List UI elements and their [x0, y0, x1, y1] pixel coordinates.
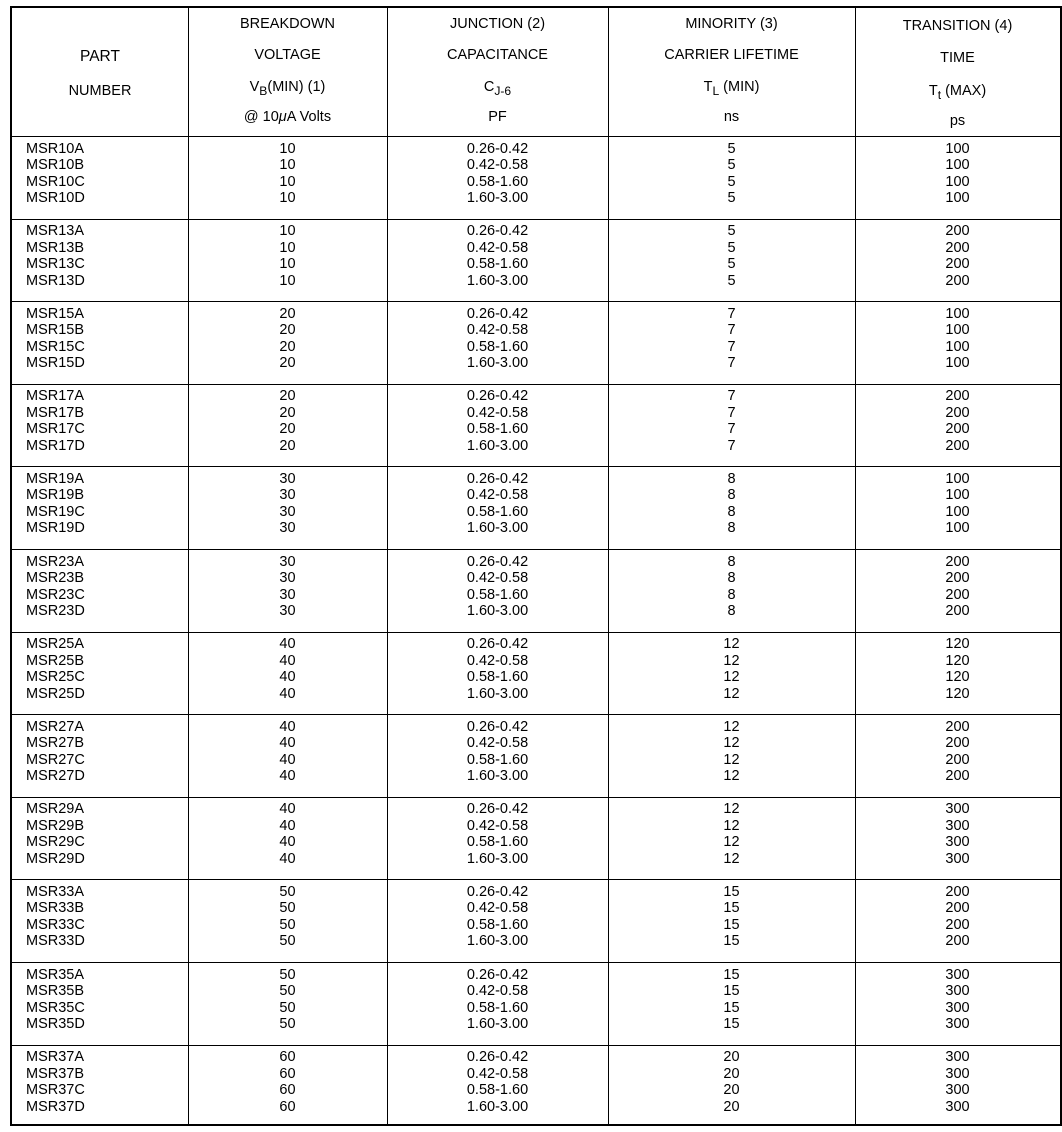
transition-time-cell: 200 [945, 586, 970, 603]
transition-time-cell: 200 [945, 603, 970, 619]
transition-time-cell: 300 [945, 1098, 970, 1115]
group-divider [12, 714, 1060, 715]
symbol-subscript: L [712, 83, 720, 98]
capacitance-cell: 0.58-1.60 [466, 999, 529, 1016]
carrier-lifetime-cell: 12 [723, 768, 740, 785]
carrier-lifetime-cell: 15 [723, 999, 740, 1016]
capacitance-cell: 0.42-0.58 [466, 735, 529, 752]
carrier-lifetime-cell: 7 [727, 322, 736, 339]
capacitance-cell: 0.26-0.42 [466, 388, 529, 405]
transition-time-cell: 100 [945, 355, 970, 372]
breakdown-voltage-cell: 50 [279, 916, 296, 933]
breakdown-voltage-cell: 30 [279, 603, 296, 619]
part-number-cell: MSR19B [26, 487, 85, 504]
transition-time-cell: 300 [945, 1065, 970, 1082]
breakdown-voltage-cell: 60 [279, 1082, 296, 1099]
carrier-lifetime-cell: 12 [723, 685, 740, 702]
symbol-subscript: J-6 [494, 83, 512, 98]
part-number-cell: MSR27B [26, 735, 85, 752]
breakdown-voltage-cell: 40 [279, 669, 296, 686]
part-number-cell: MSR29B [26, 817, 85, 834]
header-part-line1: PART [80, 48, 120, 65]
symbol-subscript: B [259, 83, 268, 98]
header-junction-line1: JUNCTION (2) [449, 16, 546, 32]
part-number-cell: MSR25B [26, 652, 85, 669]
part-number-cell: MSR35A [26, 966, 85, 983]
capacitance-cell: 1.60-3.00 [466, 933, 529, 950]
carrier-lifetime-cell: 8 [727, 570, 736, 586]
capacitance-cell: 0.58-1.60 [466, 173, 529, 190]
part-number-cell: MSR37D [26, 1098, 85, 1115]
capacitance-cell: 1.60-3.00 [466, 437, 529, 454]
breakdown-voltage-cell: 10 [279, 140, 296, 157]
capacitance-cell: 0.42-0.58 [466, 404, 529, 421]
breakdown-voltage-cell: 50 [279, 966, 296, 983]
carrier-lifetime-cell: 15 [723, 933, 740, 950]
carrier-lifetime-cell: 12 [723, 850, 740, 867]
part-number-cell: MSR27D [26, 768, 85, 785]
capacitance-cell: 1.60-3.00 [466, 768, 529, 785]
transition-time-cell: 300 [945, 817, 970, 834]
part-number-cell: MSR33B [26, 900, 85, 917]
breakdown-voltage-cell: 30 [279, 503, 296, 520]
transition-time-cell: 300 [945, 801, 970, 818]
carrier-lifetime-cell: 8 [727, 487, 736, 504]
carrier-lifetime-cell: 5 [727, 239, 736, 256]
carrier-lifetime-cell: 7 [727, 404, 736, 421]
header-divider [12, 136, 1060, 137]
capacitance-cell: 0.58-1.60 [466, 338, 529, 355]
transition-time-cell: 100 [945, 503, 970, 520]
part-number-cell: MSR29D [26, 850, 85, 867]
transition-time-cell: 300 [945, 1016, 970, 1032]
header-junction-symbol [387, 78, 608, 100]
breakdown-voltage-cell: 40 [279, 652, 296, 669]
transition-time-cell: 200 [945, 239, 970, 256]
part-number-cell: MSR33A [26, 883, 85, 900]
capacitance-cell: 0.26-0.42 [466, 140, 529, 157]
capacitance-cell: 0.26-0.42 [466, 636, 529, 653]
breakdown-voltage-cell: 50 [279, 883, 296, 900]
capacitance-cell: 0.26-0.42 [466, 470, 529, 487]
header-breakdown-line2: VOLTAGE [254, 47, 321, 63]
carrier-lifetime-cell: 12 [723, 817, 740, 834]
header-breakdown-line1: BREAKDOWN [239, 16, 336, 32]
group-divider [12, 1045, 1060, 1046]
part-number-cell: MSR25D [26, 685, 85, 702]
breakdown-voltage-cell: 20 [279, 388, 296, 405]
part-number-cell: MSR33D [26, 933, 85, 950]
part-number-cell: MSR25A [26, 636, 85, 653]
group-divider [12, 549, 1060, 550]
part-number-cell: MSR15C [26, 338, 85, 355]
breakdown-voltage-cell: 10 [279, 223, 296, 240]
part-number-cell: MSR19C [26, 503, 85, 520]
breakdown-voltage-cell: 60 [279, 1049, 296, 1066]
capacitance-cell: 1.60-3.00 [466, 603, 529, 619]
carrier-lifetime-cell: 20 [723, 1098, 740, 1115]
carrier-lifetime-cell: 7 [727, 437, 736, 454]
part-number-cell: MSR23A [26, 553, 85, 570]
breakdown-voltage-cell: 40 [279, 718, 296, 735]
capacitance-cell: 0.26-0.42 [466, 801, 529, 818]
header-transition-time [855, 8, 1060, 136]
group-divider [12, 219, 1060, 220]
transition-time-cell: 300 [945, 1082, 970, 1099]
transition-time-cell: 100 [945, 470, 970, 487]
part-number-cell: MSR35B [26, 983, 85, 999]
capacitance-cell: 0.26-0.42 [466, 1049, 529, 1066]
breakdown-voltage-cell: 20 [279, 322, 296, 339]
breakdown-voltage-cell: 60 [279, 1098, 296, 1115]
transition-time-cell: 100 [945, 140, 970, 157]
capacitance-cell: 0.42-0.58 [466, 239, 529, 256]
breakdown-voltage-cell: 30 [279, 470, 296, 487]
carrier-lifetime-cell: 8 [727, 520, 736, 537]
header-junction-capacitance [387, 8, 608, 136]
part-number-cell: MSR35D [26, 1016, 85, 1032]
header-transition-unit: ps [949, 113, 966, 129]
breakdown-voltage-cell: 10 [279, 173, 296, 190]
part-number-cell: MSR33C [26, 916, 85, 933]
breakdown-voltage-cell: 10 [279, 239, 296, 256]
symbol-subscript: t [937, 87, 942, 102]
group-divider [12, 384, 1060, 385]
capacitance-cell: 0.26-0.42 [466, 718, 529, 735]
part-number-cell: MSR23B [26, 570, 85, 586]
header-breakdown-voltage [188, 8, 387, 136]
breakdown-voltage-cell: 40 [279, 801, 296, 818]
capacitance-cell: 0.58-1.60 [466, 421, 529, 438]
part-number-cell: MSR10C [26, 173, 85, 190]
transition-time-cell: 100 [945, 322, 970, 339]
transition-time-cell: 100 [945, 305, 970, 322]
part-number-cell: MSR23C [26, 586, 85, 603]
breakdown-voltage-cell: 40 [279, 751, 296, 768]
part-number-cell: MSR13A [26, 223, 85, 240]
breakdown-voltage-cell: 30 [279, 520, 296, 537]
capacitance-cell: 0.26-0.42 [466, 966, 529, 983]
breakdown-voltage-cell: 10 [279, 272, 296, 289]
transition-time-cell: 100 [945, 190, 970, 206]
transition-time-cell: 100 [945, 520, 970, 537]
part-number-cell: MSR17D [26, 437, 85, 454]
part-number-cell: MSR37A [26, 1049, 85, 1066]
capacitance-cell: 1.60-3.00 [466, 355, 529, 372]
capacitance-cell: 0.58-1.60 [466, 834, 529, 851]
carrier-lifetime-cell: 12 [723, 669, 740, 686]
part-number-cell: MSR37C [26, 1082, 85, 1099]
carrier-lifetime-cell: 5 [727, 157, 736, 173]
group-divider [12, 301, 1060, 302]
breakdown-voltage-cell: 50 [279, 999, 296, 1016]
header-part-line2: NUMBER [68, 83, 132, 99]
breakdown-voltage-cell: 40 [279, 768, 296, 785]
carrier-lifetime-cell: 15 [723, 983, 740, 999]
transition-time-cell: 300 [945, 850, 970, 867]
breakdown-voltage-cell: 50 [279, 933, 296, 950]
part-number-cell: MSR19D [26, 520, 85, 537]
part-number-cell: MSR17C [26, 421, 85, 438]
breakdown-voltage-cell: 20 [279, 404, 296, 421]
part-number-cell: MSR17A [26, 388, 85, 405]
breakdown-voltage-cell: 20 [279, 305, 296, 322]
transition-time-cell: 120 [945, 636, 970, 653]
capacitance-cell: 0.42-0.58 [466, 817, 529, 834]
transition-time-cell: 200 [945, 388, 970, 405]
capacitance-cell: 1.60-3.00 [466, 190, 529, 206]
transition-time-cell: 200 [945, 768, 970, 785]
part-number-cell: MSR27A [26, 718, 85, 735]
carrier-lifetime-cell: 7 [727, 305, 736, 322]
part-number-cell: MSR10B [26, 157, 85, 173]
symbol-rest: (MAX) [941, 83, 987, 99]
breakdown-voltage-cell: 30 [279, 570, 296, 586]
capacitance-cell: 0.42-0.58 [466, 322, 529, 339]
capacitance-cell: 0.58-1.60 [466, 916, 529, 933]
header-minority-carrier [608, 8, 855, 136]
carrier-lifetime-cell: 12 [723, 652, 740, 669]
header-breakdown-unit [188, 108, 387, 126]
part-number-cell: MSR23D [26, 603, 85, 619]
transition-time-cell: 200 [945, 916, 970, 933]
carrier-lifetime-cell: 5 [727, 173, 736, 190]
carrier-lifetime-cell: 15 [723, 1016, 740, 1032]
header-minority-symbol [608, 78, 855, 100]
part-number-cell: MSR29A [26, 801, 85, 818]
transition-time-cell: 200 [945, 570, 970, 586]
part-number-cell: MSR15D [26, 355, 85, 372]
carrier-lifetime-cell: 12 [723, 834, 740, 851]
carrier-lifetime-cell: 15 [723, 966, 740, 983]
carrier-lifetime-cell: 8 [727, 470, 736, 487]
transition-time-cell: 200 [945, 437, 970, 454]
transition-time-cell: 120 [945, 669, 970, 686]
part-number-cell: MSR19A [26, 470, 85, 487]
capacitance-cell: 0.26-0.42 [466, 223, 529, 240]
capacitance-cell: 0.58-1.60 [466, 669, 529, 686]
breakdown-voltage-cell: 20 [279, 338, 296, 355]
group-divider [12, 632, 1060, 633]
part-number-cell: MSR10A [26, 140, 85, 157]
symbol-main: V [249, 79, 260, 95]
capacitance-cell: 0.42-0.58 [466, 652, 529, 669]
transition-time-cell: 100 [945, 157, 970, 173]
carrier-lifetime-cell: 8 [727, 586, 736, 603]
group-divider [12, 466, 1060, 467]
carrier-lifetime-cell: 12 [723, 751, 740, 768]
breakdown-voltage-cell: 50 [279, 1016, 296, 1032]
header-junction-line2: CAPACITANCE [447, 47, 548, 63]
part-number-cell: MSR25C [26, 669, 85, 686]
breakdown-voltage-cell: 40 [279, 735, 296, 752]
capacitance-cell: 0.26-0.42 [466, 305, 529, 322]
carrier-lifetime-cell: 5 [727, 190, 736, 206]
breakdown-voltage-cell: 50 [279, 900, 296, 917]
symbol-main: T [703, 79, 713, 95]
carrier-lifetime-cell: 5 [727, 140, 736, 157]
symbol-rest: (MIN) (1) [267, 79, 326, 95]
carrier-lifetime-cell: 7 [727, 388, 736, 405]
part-number-cell: MSR13B [26, 239, 85, 256]
part-number-cell: MSR17B [26, 404, 85, 421]
group-divider [12, 797, 1060, 798]
carrier-lifetime-cell: 7 [727, 338, 736, 355]
header-part-number [12, 8, 188, 136]
part-number-cell: MSR13C [26, 256, 85, 273]
capacitance-cell: 0.26-0.42 [466, 883, 529, 900]
breakdown-voltage-cell: 20 [279, 421, 296, 438]
capacitance-cell: 1.60-3.00 [466, 1098, 529, 1115]
header-breakdown-symbol [188, 78, 387, 100]
capacitance-cell: 0.58-1.60 [466, 586, 529, 603]
capacitance-cell: 0.42-0.58 [466, 487, 529, 504]
transition-time-cell: 200 [945, 421, 970, 438]
group-divider [12, 962, 1060, 963]
capacitance-cell: 0.42-0.58 [466, 900, 529, 917]
capacitance-cell: 0.42-0.58 [466, 570, 529, 586]
carrier-lifetime-cell: 7 [727, 421, 736, 438]
carrier-lifetime-cell: 8 [727, 553, 736, 570]
diode-spec-table [10, 6, 1062, 1126]
breakdown-voltage-cell: 20 [279, 355, 296, 372]
breakdown-voltage-cell: 60 [279, 1065, 296, 1082]
carrier-lifetime-cell: 12 [723, 636, 740, 653]
header-transition-line2: TIME [940, 50, 975, 66]
header-transition-line1: TRANSITION (4) [902, 18, 1013, 34]
breakdown-voltage-cell: 10 [279, 190, 296, 206]
transition-time-cell: 200 [945, 751, 970, 768]
carrier-lifetime-cell: 8 [727, 603, 736, 619]
capacitance-cell: 1.60-3.00 [466, 272, 529, 289]
transition-time-cell: 200 [945, 256, 970, 273]
breakdown-voltage-cell: 20 [279, 437, 296, 454]
capacitance-cell: 1.60-3.00 [466, 1016, 529, 1032]
carrier-lifetime-cell: 5 [727, 272, 736, 289]
carrier-lifetime-cell: 7 [727, 355, 736, 372]
carrier-lifetime-cell: 12 [723, 718, 740, 735]
breakdown-voltage-cell: 40 [279, 817, 296, 834]
breakdown-voltage-cell: 10 [279, 256, 296, 273]
breakdown-voltage-cell: 40 [279, 685, 296, 702]
unit-mu: μ [278, 109, 287, 125]
transition-time-cell: 200 [945, 933, 970, 950]
symbol-rest: (MIN) [719, 79, 760, 95]
transition-time-cell: 300 [945, 1049, 970, 1066]
carrier-lifetime-cell: 15 [723, 916, 740, 933]
breakdown-voltage-cell: 30 [279, 586, 296, 603]
breakdown-voltage-cell: 50 [279, 983, 296, 999]
transition-time-cell: 300 [945, 983, 970, 999]
carrier-lifetime-cell: 12 [723, 801, 740, 818]
part-number-cell: MSR15A [26, 305, 85, 322]
carrier-lifetime-cell: 15 [723, 900, 740, 917]
breakdown-voltage-cell: 40 [279, 636, 296, 653]
transition-time-cell: 200 [945, 272, 970, 289]
carrier-lifetime-cell: 5 [727, 256, 736, 273]
transition-time-cell: 120 [945, 685, 970, 702]
capacitance-cell: 1.60-3.00 [466, 520, 529, 537]
part-number-cell: MSR10D [26, 190, 85, 206]
part-number-cell: MSR37B [26, 1065, 85, 1082]
unit-post: A Volts [286, 109, 332, 125]
transition-time-cell: 100 [945, 338, 970, 355]
part-number-cell: MSR15B [26, 322, 85, 339]
carrier-lifetime-cell: 5 [727, 223, 736, 240]
capacitance-cell: 0.26-0.42 [466, 553, 529, 570]
carrier-lifetime-cell: 20 [723, 1065, 740, 1082]
symbol-main: C [483, 79, 495, 95]
capacitance-cell: 0.42-0.58 [466, 1065, 529, 1082]
transition-time-cell: 200 [945, 404, 970, 421]
carrier-lifetime-cell: 15 [723, 883, 740, 900]
carrier-lifetime-cell: 8 [727, 503, 736, 520]
breakdown-voltage-cell: 40 [279, 850, 296, 867]
transition-time-cell: 300 [945, 999, 970, 1016]
transition-time-cell: 100 [945, 487, 970, 504]
capacitance-cell: 0.42-0.58 [466, 983, 529, 999]
header-junction-unit: PF [488, 109, 507, 125]
part-number-cell: MSR13D [26, 272, 85, 289]
capacitance-cell: 1.60-3.00 [466, 850, 529, 867]
capacitance-cell: 0.58-1.60 [466, 1082, 529, 1099]
breakdown-voltage-cell: 40 [279, 834, 296, 851]
part-number-cell: MSR27C [26, 751, 85, 768]
symbol-main: T [928, 83, 938, 99]
part-number-cell: MSR35C [26, 999, 85, 1016]
part-number-cell: MSR29C [26, 834, 85, 851]
capacitance-cell: 0.58-1.60 [466, 503, 529, 520]
capacitance-cell: 0.42-0.58 [466, 157, 529, 173]
transition-time-cell: 200 [945, 735, 970, 752]
capacitance-cell: 1.60-3.00 [466, 685, 529, 702]
transition-time-cell: 100 [945, 173, 970, 190]
group-divider [12, 879, 1060, 880]
carrier-lifetime-cell: 12 [723, 735, 740, 752]
header-transition-symbol [855, 82, 1060, 104]
breakdown-voltage-cell: 30 [279, 487, 296, 504]
header-minority-line1: MINORITY (3) [685, 16, 778, 32]
breakdown-voltage-cell: 30 [279, 553, 296, 570]
transition-time-cell: 300 [945, 966, 970, 983]
header-minority-line2: CARRIER LIFETIME [664, 47, 799, 63]
breakdown-voltage-cell: 10 [279, 157, 296, 173]
transition-time-cell: 200 [945, 223, 970, 240]
carrier-lifetime-cell: 20 [723, 1082, 740, 1099]
capacitance-cell: 0.58-1.60 [466, 256, 529, 273]
transition-time-cell: 300 [945, 834, 970, 851]
transition-time-cell: 200 [945, 900, 970, 917]
transition-time-cell: 120 [945, 652, 970, 669]
header-minority-unit: ns [723, 109, 740, 125]
transition-time-cell: 200 [945, 553, 970, 570]
transition-time-cell: 200 [945, 718, 970, 735]
capacitance-cell: 0.58-1.60 [466, 751, 529, 768]
carrier-lifetime-cell: 20 [723, 1049, 740, 1066]
unit-pre: @ 10 [243, 109, 279, 125]
transition-time-cell: 200 [945, 883, 970, 900]
